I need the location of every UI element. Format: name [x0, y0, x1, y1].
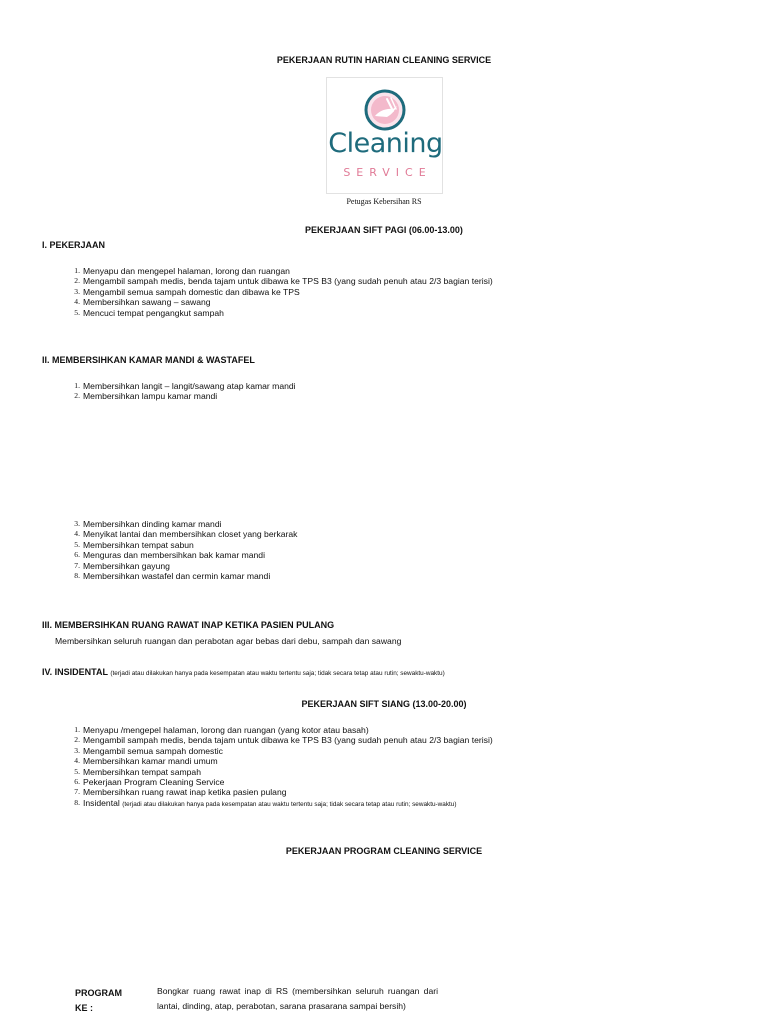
list-number: 6. — [74, 550, 80, 560]
program-label — [75, 986, 122, 1016]
section-pekerjaan-list — [74, 266, 493, 318]
list-text: Membersihkan tempat sampah — [83, 766, 201, 777]
list-text: Membersihkan kamar mandi umum — [83, 756, 218, 767]
list-text: Membersihkan langit – langit/sawang atap kamar mandi — [83, 381, 296, 391]
list-number: 4. — [74, 756, 80, 766]
list-number: 3. — [74, 745, 80, 755]
list-number: 4. — [74, 297, 80, 307]
section-pekerjaan-title: I. PEKERJAAN — [42, 240, 106, 250]
list-text: Menyapu /mengepel halaman, lorong dan ruangan (yang kotor atau basah) — [83, 725, 369, 735]
list-text: Mencuci tempat pengangkut sampah — [83, 307, 224, 318]
list-text: Mengambil semua sampah domestic dan dibawa ke TPS — [83, 286, 300, 297]
logo-subtitle: SERVICE — [343, 166, 432, 179]
logo-caption: Petugas Kebersihan RS — [346, 197, 422, 206]
list-text: Pekerjaan Program Cleaning Service — [83, 776, 225, 787]
list-item — [74, 550, 297, 561]
section-insidental — [42, 667, 445, 677]
list-item — [74, 787, 493, 798]
list-item — [74, 766, 493, 777]
list-note: (terjadi atau dilakukan hanya pada kesempatan atau waktu tertentu saja; tidak secara tetap atau rutin; sewaktu-waktu) — [122, 800, 457, 808]
list-number: 7. — [74, 560, 80, 570]
list-item — [74, 735, 493, 746]
list-item — [74, 560, 297, 571]
list-number: 4. — [74, 529, 80, 539]
document-title: PEKERJAAN RUTIN HARIAN CLEANING SERVICE — [276, 55, 492, 65]
list-number: 7. — [74, 787, 80, 797]
list-text: Membersihkan lampu kamar mandi — [83, 391, 218, 402]
section-kamar-mandi-title: II. MEMBERSIHKAN KAMAR MANDI & WASTAFEL — [42, 355, 255, 365]
list-number: 2. — [74, 391, 80, 401]
cleaning-service-logo — [326, 77, 443, 194]
section-kamar-mandi-list-a — [74, 381, 296, 402]
section-rawat-inap-text: Membersihkan seluruh ruangan dan perabotan agar bebas dari debu, sampah dan sawang — [55, 636, 402, 646]
list-item — [74, 776, 493, 787]
list-text: Insidental — [83, 797, 120, 808]
list-item — [74, 297, 493, 308]
list-text: Membersihkan tempat sabun — [83, 539, 194, 550]
logo-wordmark: Cleaning — [328, 128, 443, 159]
list-item — [74, 276, 493, 287]
list-text: Mengambil sampah medis, benda tajam untuk dibawa ke TPS B3 (yang sudah penuh atau 2/3 bagian terisi) — [83, 735, 493, 746]
list-item — [74, 307, 493, 318]
list-number: 5. — [74, 766, 80, 776]
shift-siang-heading: PEKERJAAN SIFT SIANG (13.00-20.00) — [301, 699, 467, 709]
list-text: Membersihkan sawang – sawang — [83, 297, 211, 308]
list-text: Membersihkan ruang rawat inap ketika pasien pulang — [83, 787, 287, 798]
list-number: 3. — [74, 286, 80, 296]
list-number: 8. — [74, 570, 80, 580]
list-number: 1. — [74, 381, 80, 390]
list-number: 2. — [74, 276, 80, 286]
list-item — [74, 797, 493, 808]
section-insidental-title: IV. INSIDENTAL — [42, 667, 109, 677]
section-kamar-mandi-list-b — [74, 519, 298, 581]
program-heading: PEKERJAAN PROGRAM CLEANING SERVICE — [285, 846, 483, 856]
list-item — [74, 519, 297, 529]
list-item — [74, 570, 297, 581]
list-number: 8. — [74, 797, 80, 807]
list-number: 3. — [74, 519, 80, 528]
program-text: Bongkar ruang rawat inap di RS (membersihkan seluruh ruangan dari lantai, dinding, atap, perabotan, sarana prasarana sampai bersih) — [157, 986, 438, 1011]
list-number: 5. — [74, 539, 80, 549]
list-text: Membersihkan wastafel dan cermin kamar mandi — [83, 570, 271, 581]
program-label-line1: PROGRAM — [75, 988, 122, 998]
list-item — [74, 266, 493, 276]
program-label-line2: KE : — [75, 1003, 93, 1013]
list-item — [74, 286, 493, 297]
list-text: Menguras dan membersihkan bak kamar mandi — [83, 550, 265, 561]
section-rawat-inap-title: III. MEMBERSIHKAN RUANG RAWAT INAP KETIKA PASIEN PULANG — [42, 620, 335, 630]
list-item — [74, 756, 493, 767]
list-item — [74, 745, 493, 756]
list-text: Menyapu dan mengepel halaman, lorong dan ruangan — [83, 266, 290, 276]
list-item — [74, 391, 296, 402]
list-number: 6. — [74, 776, 80, 786]
list-item — [74, 539, 297, 550]
list-item — [74, 725, 493, 735]
list-number: 1. — [74, 725, 80, 734]
list-text: Menyikat lantai dan membersihkan closet yang berkarak — [83, 529, 298, 540]
list-number: 2. — [74, 735, 80, 745]
list-text: Membersihkan gayung — [83, 560, 170, 571]
list-text: Mengambil sampah medis, benda tajam untuk dibawa ke TPS B3 (yang sudah penuh atau 2/3 bagian terisi) — [83, 276, 493, 287]
section-insidental-note: (terjadi atau dilakukan hanya pada kesempatan atau waktu tertentu saja; tidak secara tetap atau rutin; sewaktu-waktu) — [110, 670, 445, 677]
list-text: Mengambil semua sampah domestic — [83, 745, 223, 756]
list-item — [74, 381, 296, 391]
shift-siang-list — [74, 725, 493, 808]
list-number: 1. — [74, 266, 80, 275]
list-item — [74, 529, 298, 540]
list-number: 5. — [74, 307, 80, 317]
list-text: Membersihkan dinding kamar mandi — [83, 519, 222, 529]
shift-pagi-heading: PEKERJAAN SIFT PAGI (06.00-13.00) — [305, 225, 463, 235]
